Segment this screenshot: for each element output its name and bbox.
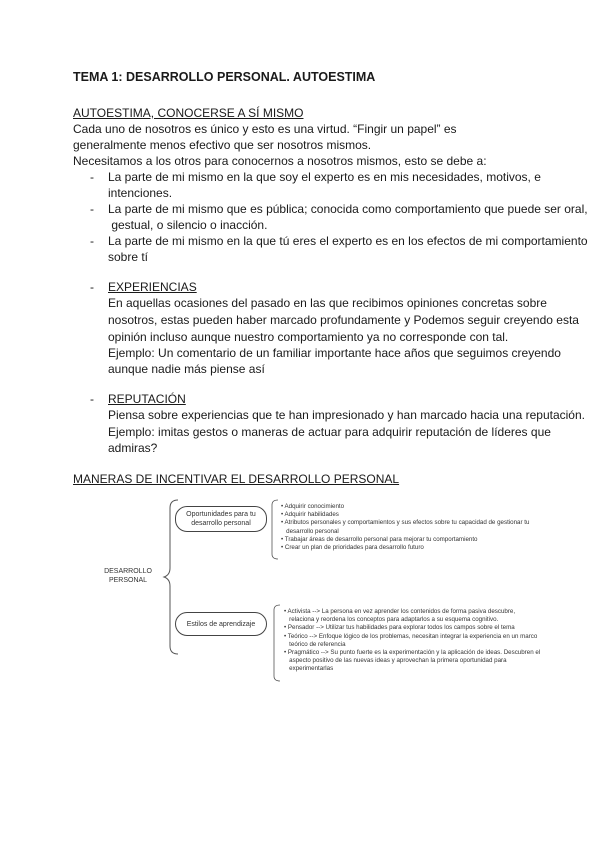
- page-title: TEMA 1: DESARROLLO PERSONAL. AUTOESTIMA: [73, 70, 376, 84]
- bullet-line: gestual, o silencio o inacción.: [108, 218, 268, 232]
- diagram-list-item: • Atributos personales y comportamientos y sus efectos sobre tu capacidad de gestionar tu: [281, 519, 530, 527]
- reputacion-line: Piensa sobre experiencias que te han impresionado y han marcado hacia una reputación.: [108, 408, 585, 422]
- bullet-line: La parte de mi mismo que es pública; conocida como comportamiento que puede ser oral,: [108, 202, 588, 216]
- reputacion-heading: REPUTACIÓN: [108, 392, 186, 406]
- reputacion-line: Ejemplo: imitas gestos o maneras de actuar para adquirir reputación de líderes que: [108, 425, 551, 439]
- diagram-root-line: DESARROLLO: [104, 568, 152, 575]
- node2-bracket: [274, 605, 280, 681]
- diagram-root-line: PERSONAL: [108, 577, 148, 584]
- bullet-dash: -: [90, 392, 94, 406]
- bullet-dash: -: [90, 280, 94, 294]
- experiencias-line: Ejemplo: Un comentario de un familiar importante hace años que seguimos creyendo: [108, 346, 561, 360]
- diagram-root: [100, 567, 156, 585]
- intro-line: Necesitamos a los otros para conocernos a nosotros mismos, esto se debe a:: [73, 154, 487, 168]
- section-heading-maneras: MANERAS DE INCENTIVAR EL DESARROLLO PERSONAL: [73, 472, 400, 486]
- diagram-list-item: teórico de referencia: [284, 640, 346, 648]
- experiencias-line: nosotros, estas pueden haber marcado profundamente y Podemos seguir creyendo esta: [108, 313, 579, 327]
- experiencias-line: En aquellas ocasiones del pasado en las que recibimos opiniones concretas sobre: [108, 296, 547, 310]
- diagram-list-item: • Crear un plan de prioridades para desarrollo futuro: [281, 544, 424, 552]
- experiencias-heading: EXPERIENCIAS: [108, 280, 197, 294]
- bullet-dash: -: [90, 234, 94, 248]
- bullet-dash: -: [90, 202, 94, 216]
- diagram-list-item: • Trabajar áreas de desarrollo personal para mejorar tu comportamiento: [281, 535, 478, 543]
- section-heading-autoestima: AUTOESTIMA, CONOCERSE A SÍ MISMO: [73, 106, 304, 120]
- diagram-list-oportunidades: [281, 503, 529, 552]
- diagram-list-item: aspecto positivo de las nuevas ideas y aprovechan la primera oportunidad para: [284, 657, 507, 665]
- diagram-list-item: • Teórico --> Enfoque lógico de los problemas, necesitan integrar la experiencia en un marco: [284, 632, 538, 640]
- node-label: Estilos de aprendizaje: [186, 621, 256, 628]
- reputacion-line: admiras?: [108, 441, 158, 455]
- diagram-list-estilos: [284, 608, 540, 674]
- bullet-line: intenciones.: [108, 186, 173, 200]
- bullet-line: sobre tí: [108, 250, 149, 264]
- diagram-node-oportunidades: [175, 506, 267, 532]
- diagram-list-item: • Pragmático --> Su punto fuerte es la experimentación y la aplicación de ideas. Descubren el: [284, 649, 541, 657]
- diagram-list-item: • Adquirir conocimiento: [281, 503, 345, 510]
- node-label: desarrollo personal: [191, 520, 251, 527]
- diagram-list-item: desarrollo personal: [281, 527, 339, 535]
- diagram-list-item: • Adquirir habilidades: [281, 511, 339, 519]
- node1-bracket: [272, 500, 278, 559]
- intro-line: Cada uno de nosotros es único y esto es una virtud. “Fingir un papel” es: [73, 122, 457, 136]
- diagram-list-item: relaciona y reordena los conceptos para adaptarlos a su esquema cognitivo.: [284, 616, 499, 624]
- bullet-line: La parte de mi mismo en la que tú eres el experto es en los efectos de mi comportamiento: [108, 234, 588, 248]
- diagram-list-item: • Pensador --> Utilizar tus habilidades para explorar todos los campos sobre el tema: [284, 624, 515, 632]
- intro-line: generalmente menos efectivo que ser nosotros mismos.: [73, 138, 372, 152]
- bullet-line: La parte de mi mismo en la que soy el experto es en mis necesidades, motivos, e: [108, 170, 541, 184]
- diagram-list-item: • Activista --> La persona en vez aprender los contenidos de forma pasiva descubre,: [284, 608, 516, 615]
- node-label: Oportunidades para tu: [186, 511, 256, 518]
- experiencias-line: opinión incluso aunque nuestro comportamiento ya no corresponde con tal.: [108, 330, 509, 344]
- bullet-dash: -: [90, 170, 94, 184]
- experiencias-line: aunque nadie más piense así: [108, 362, 265, 376]
- diagram-list-item: experimentarlas: [284, 665, 334, 673]
- diagram-node-estilos: [175, 612, 267, 636]
